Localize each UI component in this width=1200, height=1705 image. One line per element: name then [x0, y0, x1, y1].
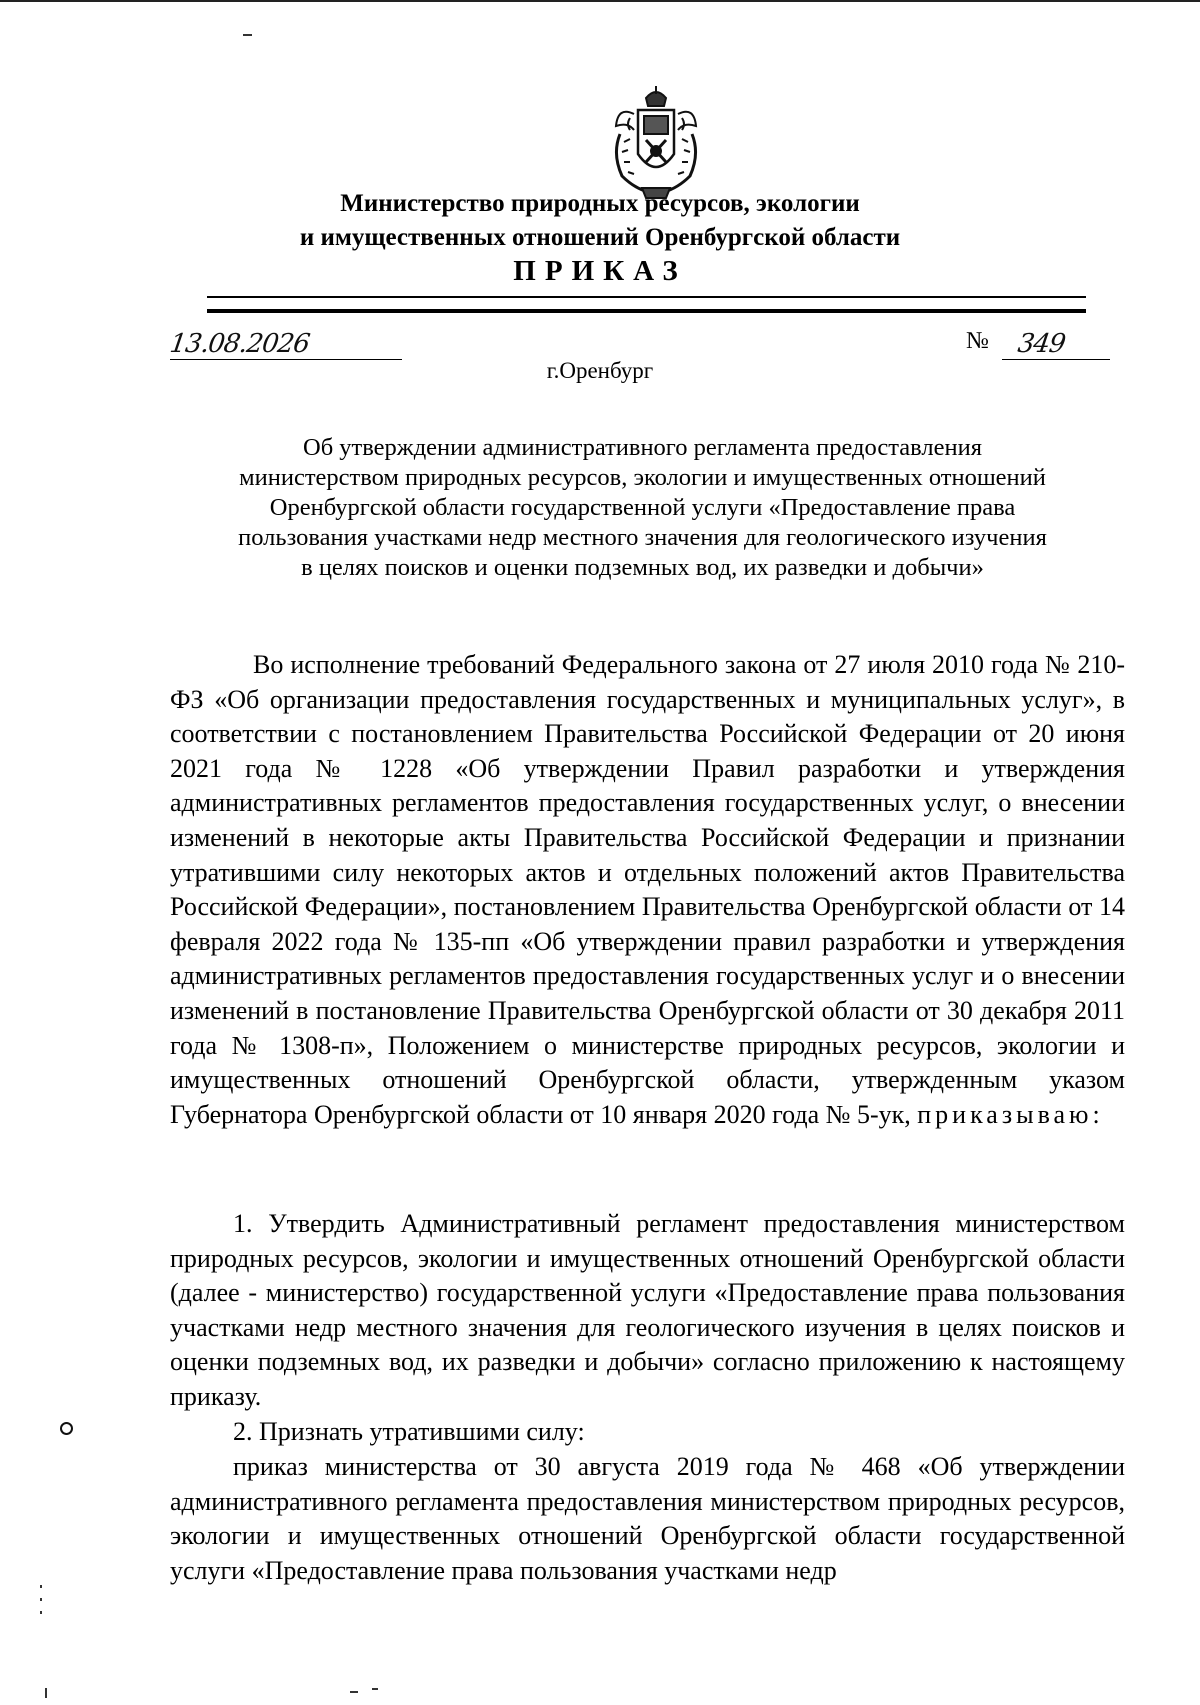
city: г.Оренбург [546, 358, 654, 383]
scan-speck [350, 1691, 358, 1693]
order-item-2: 2. Признать утратившими силу: [233, 1417, 585, 1446]
header-rule-thick [207, 309, 1086, 313]
order-item-1: 1. Утвердить Административный регламент предоставления министерством природных ресурсов, экологии и имущественных отношений Оренбургской области (далее - министерство) государственной услуги «Предоставление права пользования участками недр местного значения для геологического изучения в целях поисков и оценки подземных вод, их разведки и добычи» согласно приложению к настоящему приказу. [170, 1209, 1125, 1411]
scan-speck [372, 1688, 378, 1690]
scan-mark [60, 1422, 73, 1435]
subject-line: Об утверждении административного регламента предоставления [303, 434, 982, 461]
order-keyword: приказываю: [917, 1099, 1104, 1129]
subject-line: пользования участками недр местного значения для геологического изучения [238, 524, 1047, 551]
number-field [1002, 325, 1110, 360]
order-subject [170, 433, 1115, 583]
subject-line: Оренбургской области государственной услуги «Предоставление права [269, 494, 1016, 521]
scan-speck [45, 1688, 47, 1698]
order-date: 13.08.2026 [167, 329, 311, 359]
scan-speck [40, 1585, 42, 1588]
scan-speck [40, 1611, 42, 1614]
subject-line: в целях поисков и оценки подземных вод, их разведки и добычи» [301, 554, 984, 581]
subject-line: министерством природных ресурсов, экологии и имущественных отношений [239, 464, 1046, 491]
scan-speck [40, 1598, 42, 1601]
number-label: № [966, 328, 989, 354]
coat-of-arms-emblem [608, 84, 704, 202]
ministry-name-line-2: и имущественных отношений Оренбургской области [299, 224, 901, 251]
scan-speck [243, 34, 252, 36]
ministry-name-line-1: Министерство природных ресурсов, экологии [340, 190, 860, 217]
scan-top-edge [0, 0, 1200, 2]
date-field [167, 325, 402, 360]
order-number: 349 [1015, 329, 1067, 359]
order-item-2-sub-1: приказ министерства от 30 августа 2019 года № 468 «Об утверждении административного регламента предоставления министерством природных ресурсов, экологии и имущественных отношений Оренбургской области государственной услуги «Предоставление права пользования участками недр [170, 1452, 1125, 1585]
preamble-paragraph [170, 648, 1125, 1132]
order-title: ПРИКАЗ [513, 255, 687, 287]
header-rule-thin [207, 296, 1086, 298]
preamble-text: Во исполнение требований Федерального закона от 27 июля 2010 года № 210-ФЗ «Об организации предоставления государственных и муниципальных услуг», в соответствии с постановлением Правительства Российской Федерации от 20 июня 2021 года № 1228 «Об утверждении Правил разработки и утверждения административных регламентов предоставления государственных услуг, о внесении изменений в некоторые акты Правительства Российской Федерации и признании утратившими силу некоторых актов и отдельных положений актов Правительства Российской Федерации», постановлением Правительства Оренбургской области от 14 февраля 2022 года № 135-пп «Об утверждении правил разработки и утверждения административных регламентов предоставления государственных услуг и о внесении изменений в постановление Правительства Оренбургской области от 30 декабря 2011 года № 1308-п», Положением о министерстве природных ресурсов, экологии и имущественных отношений Оренбургской области, утвержденным указом Губернатора Оренбургской области от 10 января 2020 года № 5-ук, [170, 650, 1125, 1129]
